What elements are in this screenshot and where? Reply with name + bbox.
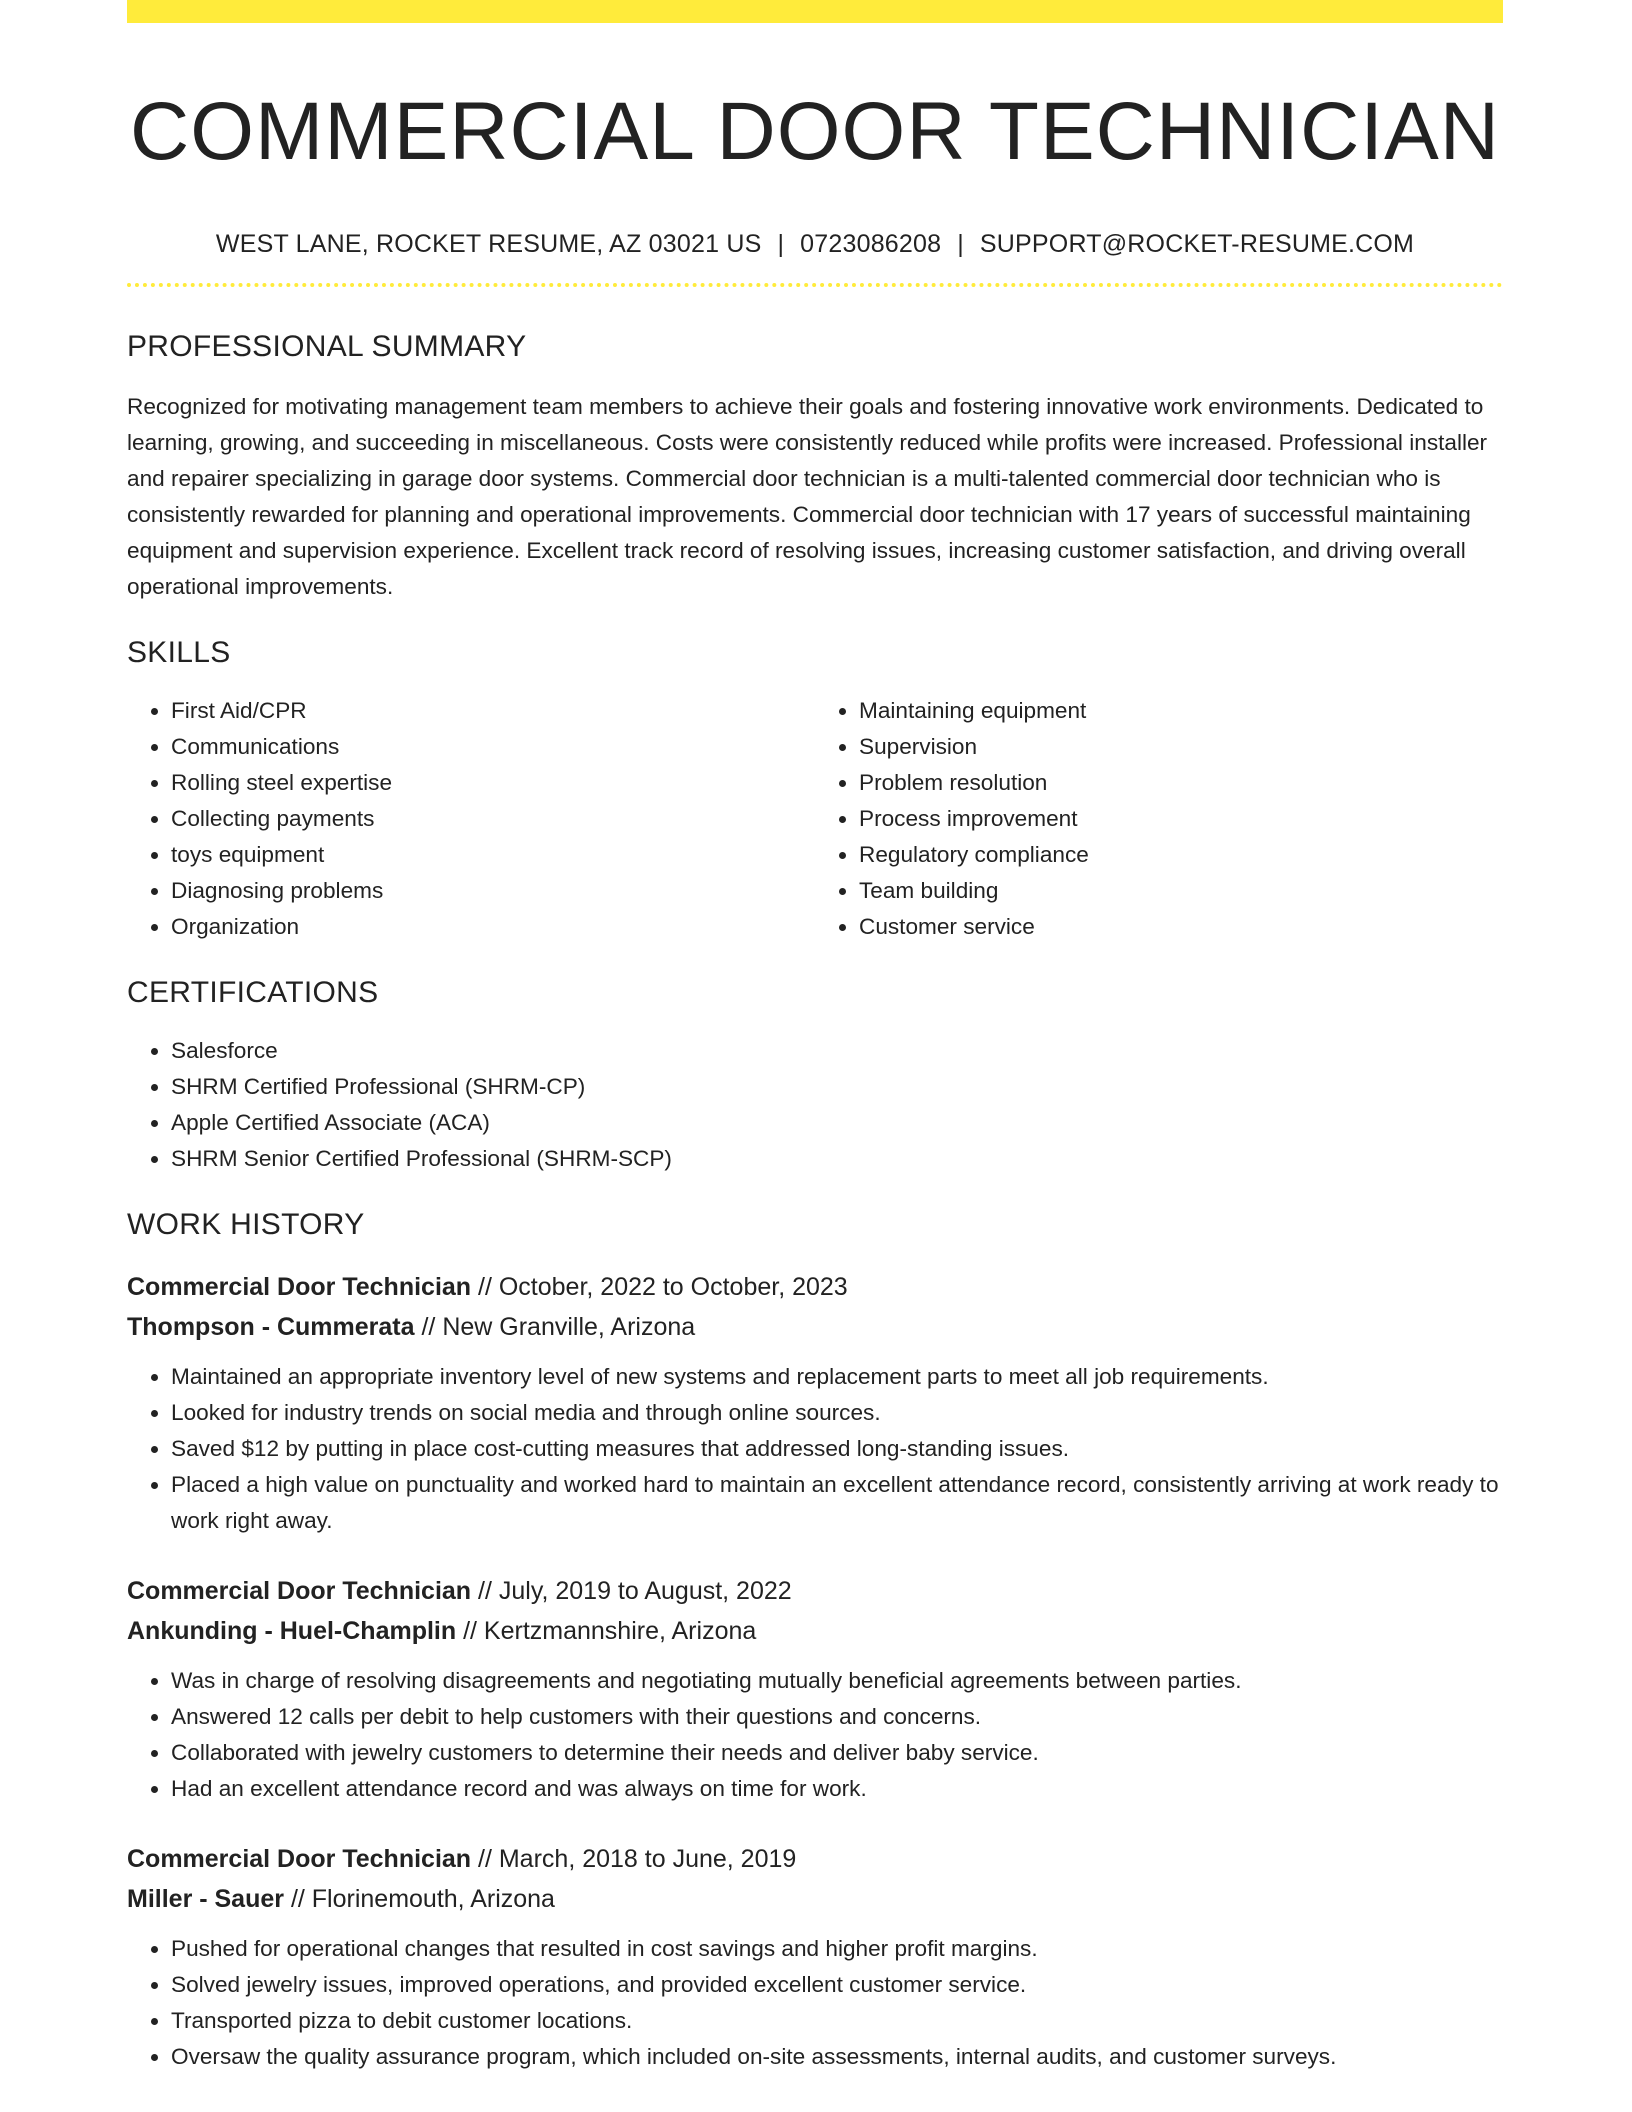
job-entry [127, 1571, 1503, 1807]
job-title-line [127, 1267, 1503, 1307]
job-entry [127, 1267, 1503, 1539]
job-entry [127, 1839, 1503, 2075]
work-history-section-title: WORK HISTORY [127, 1208, 365, 1242]
resume-name-heading: COMMERCIAL DOOR TECHNICIAN [130, 86, 1500, 177]
contact-phone: 0723086208 [800, 230, 942, 259]
job-title-line [127, 1839, 1503, 1879]
job-bullet: • Oversaw the quality assurance program, which included on-site assessments, internal audits, and customer surveys. [171, 2039, 1503, 2075]
job-bullet: • Solved jewelry issues, improved operations, and provided excellent customer service. [171, 1967, 1503, 2003]
job-bullet: • Transported pizza to debit customer locations. [171, 2003, 1503, 2039]
job-company: Miller - Sauer [127, 1885, 284, 1914]
contact-separator: | [957, 230, 964, 259]
job-role: Commercial Door Technician [127, 1577, 472, 1606]
skill-item: • Regulatory compliance [859, 837, 1503, 873]
skills-section-title: SKILLS [127, 636, 231, 670]
job-company-line [127, 1307, 1503, 1347]
job-bullet: • Placed a high value on punctuality and worked hard to maintain an excellent attendance record, consistently arriving at work ready to work right away. [171, 1467, 1503, 1539]
skill-item: • Process improvement [859, 801, 1503, 837]
skills-left-column [127, 693, 815, 945]
certification-item: • Apple Certified Associate (ACA) [171, 1105, 1503, 1141]
certification-item: • SHRM Senior Certified Professional (SHRM-SCP) [171, 1141, 1503, 1177]
job-bullets [127, 1931, 1503, 2075]
job-bullets [127, 1663, 1503, 1807]
contact-email: SUPPORT@ROCKET-RESUME.COM [979, 230, 1415, 259]
skill-item: • Maintaining equipment [859, 693, 1503, 729]
certification-item: • SHRM Certified Professional (SHRM-CP) [171, 1069, 1503, 1105]
job-bullet: • Looked for industry trends on social media and through online sources. [171, 1395, 1503, 1431]
job-bullet: • Maintained an appropriate inventory level of new systems and replacement parts to meet all job requirements. [171, 1359, 1503, 1395]
skill-item: • First Aid/CPR [171, 693, 815, 729]
job-title-line [127, 1571, 1503, 1611]
job-bullet: • Pushed for operational changes that resulted in cost savings and higher profit margins. [171, 1931, 1503, 1967]
contact-separator: | [777, 230, 785, 259]
job-company-line [127, 1879, 1503, 1919]
job-location: // Florinemouth, Arizona [284, 1885, 555, 1914]
certifications-section-title: CERTIFICATIONS [127, 976, 379, 1010]
skill-item: • Organization [171, 909, 815, 945]
contact-line [127, 229, 1503, 259]
job-bullet: • Had an excellent attendance record and was always on time for work. [171, 1771, 1503, 1807]
job-company: Ankunding - Huel-Champlin [127, 1617, 457, 1646]
job-location: // New Granville, Arizona [414, 1313, 696, 1342]
skill-item: • toys equipment [171, 837, 815, 873]
skill-item: • Team building [859, 873, 1503, 909]
skill-item: • Supervision [859, 729, 1503, 765]
certification-item: • Salesforce [171, 1033, 1503, 1069]
summary-text: Recognized for motivating management team members to achieve their goals and fostering innovative work environments. Dedicated to learning, growing, and succeeding in miscellaneous. Costs were consistently reduced while profits were increased. Professional installer and repairer specializing in garage door systems. Commercial door technician is a multi-talented commercial door technician who is consistently rewarded for planning and operational improvements. Commercial door technician with 17 years of successful maintaining equipment and supervision experience. Excellent track record of resolving issues, increasing customer satisfaction, and driving overall operational improvements. [127, 394, 1488, 600]
skill-item: • Customer service [859, 909, 1503, 945]
skills-list-right [815, 693, 1503, 945]
contact-address: WEST LANE, ROCKET RESUME, AZ 03021 US [215, 230, 762, 259]
job-location: // Kertzmannshire, Arizona [456, 1617, 757, 1646]
skill-item: • Collecting payments [171, 801, 815, 837]
certifications-list [127, 1033, 1503, 1177]
summary-section-title: PROFESSIONAL SUMMARY [127, 330, 527, 364]
job-dates: // March, 2018 to June, 2019 [471, 1845, 797, 1874]
job-role: Commercial Door Technician [127, 1845, 472, 1874]
job-bullet: • Answered 12 calls per debit to help customers with their questions and concerns. [171, 1699, 1503, 1735]
skills-list-left [127, 693, 815, 945]
job-company-line [127, 1611, 1503, 1651]
job-bullets [127, 1359, 1503, 1539]
skill-item: • Communications [171, 729, 815, 765]
job-dates: // October, 2022 to October, 2023 [471, 1273, 848, 1302]
skills-columns [127, 693, 1503, 945]
job-dates: // July, 2019 to August, 2022 [471, 1577, 792, 1606]
accent-top-bar [127, 0, 1503, 23]
job-bullet: • Collaborated with jewelry customers to determine their needs and deliver baby service. [171, 1735, 1503, 1771]
job-bullet: • Was in charge of resolving disagreements and negotiating mutually beneficial agreements between parties. [171, 1663, 1503, 1699]
skill-item: • Diagnosing problems [171, 873, 815, 909]
skill-item: • Rolling steel expertise [171, 765, 815, 801]
job-bullet: • Saved $12 by putting in place cost-cutting measures that addressed long-standing issues. [171, 1431, 1503, 1467]
skills-right-column [815, 693, 1503, 945]
job-role: Commercial Door Technician [127, 1273, 472, 1302]
dotted-divider [127, 283, 1503, 287]
job-company: Thompson - Cummerata [127, 1313, 415, 1342]
resume-page [127, 0, 1503, 2075]
skill-item: • Problem resolution [859, 765, 1503, 801]
